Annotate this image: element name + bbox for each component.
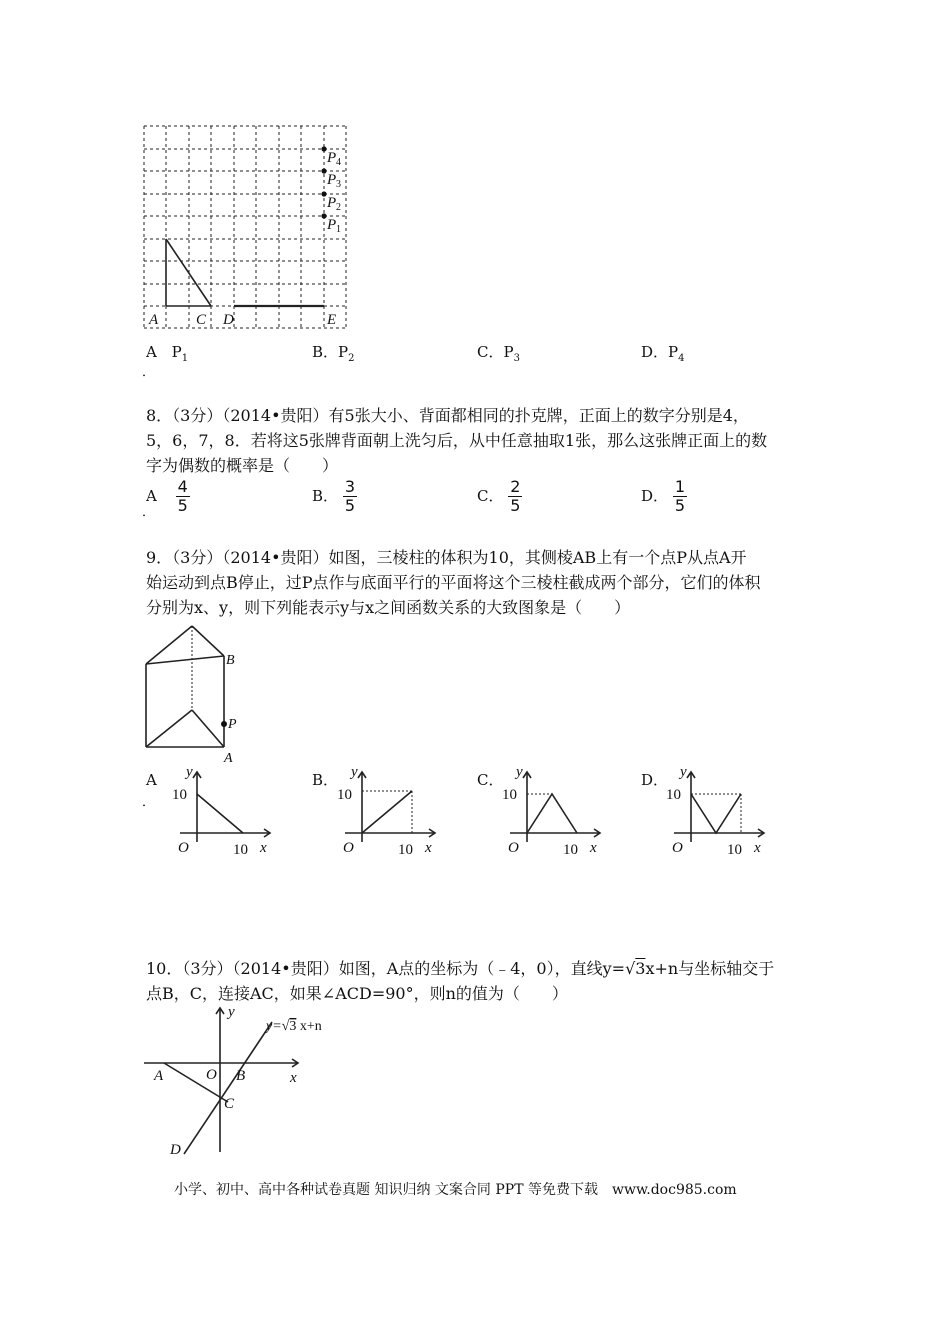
sub-1: 1 <box>336 224 341 235</box>
sub-3: 3 <box>336 179 341 190</box>
y-label: y <box>680 764 687 780</box>
q9-line-2: 始运动到点B停止，过P点作与底面平行的平面将这个三棱柱截成两个部分，它们的体积 <box>146 573 761 592</box>
label-P3: P <box>327 172 337 188</box>
fraction <box>673 478 687 515</box>
q10-line-1 <box>146 956 774 981</box>
q9-option-d-letter[interactable]: D． <box>641 771 669 789</box>
fraction <box>508 478 522 515</box>
q8-option-b[interactable] <box>312 478 357 515</box>
y-tick-10: 10 <box>666 787 681 803</box>
y-tick-10: 10 <box>337 787 352 803</box>
label-E: E <box>327 312 337 328</box>
y-label: y <box>228 1004 235 1020</box>
q7-option-d[interactable] <box>641 340 685 371</box>
option-text: P <box>171 343 182 361</box>
label-A: A <box>154 1068 164 1084</box>
origin-label: O <box>672 840 683 856</box>
option-sub: 2 <box>348 353 355 364</box>
label-P1: P <box>327 217 337 233</box>
q10-coordinate-figure <box>140 1002 350 1162</box>
option-text: P <box>668 343 679 361</box>
q9-line-1: 9．（3分）（2014•贵阳）如图，三棱柱的体积为10，其侧棱AB上有一个点P从点A开 <box>146 548 747 567</box>
q9-option-a-dot: ． <box>142 795 156 810</box>
option-letter: A <box>146 343 157 361</box>
origin-label: O <box>178 840 189 856</box>
label-P4: P <box>327 150 337 166</box>
sub-4: 4 <box>336 157 341 168</box>
q9-option-a-letter[interactable]: A <box>146 771 157 789</box>
x-label: x <box>290 1070 297 1086</box>
option-letter: C． <box>477 487 504 505</box>
q9-option-a-graph[interactable] <box>170 762 280 858</box>
sqrt-symbol: √ <box>625 959 636 978</box>
q9-option-d-graph[interactable] <box>664 762 774 858</box>
fraction <box>343 478 357 515</box>
line-equation: y=√3 x+n <box>266 1019 322 1034</box>
x-label: x <box>260 840 267 856</box>
q9-prism-figure <box>140 620 250 768</box>
label-C: C <box>224 1096 235 1112</box>
option-letter: A <box>146 487 157 505</box>
q8-line-1: 8．（3分）（2014•贵阳）有5张大小、背面都相同的扑克牌，正面上的数字分别是4， <box>146 406 749 425</box>
q7-option-c[interactable] <box>477 340 520 371</box>
label-A: A <box>224 751 233 766</box>
numerator: 4 <box>177 477 188 496</box>
q8-option-d[interactable] <box>641 478 687 515</box>
fraction <box>176 478 190 515</box>
origin-label: O <box>343 840 354 856</box>
label-O: O <box>206 1067 217 1083</box>
option-letter: D． <box>641 343 669 361</box>
q7-option-b[interactable] <box>312 340 355 371</box>
q8-line-3: 字为偶数的概率是（ ） <box>146 456 339 475</box>
q7-grid-figure <box>140 122 352 332</box>
sub-2: 2 <box>336 202 341 213</box>
q10-line-2: 点B，C，连接AC，如果∠ACD=90°，则n的值为（ ） <box>146 984 568 1003</box>
option-text: P <box>338 343 349 361</box>
label-A: A <box>149 312 159 328</box>
y-label: y <box>186 764 193 780</box>
q8-option-a-dot: ． <box>142 505 156 520</box>
option-letter: D． <box>641 487 669 505</box>
label-D: D <box>170 1142 181 1158</box>
y-tick-10: 10 <box>502 787 517 803</box>
x-label: x <box>754 840 761 856</box>
option-sub: 4 <box>678 353 685 364</box>
q10-line-1-end: x+n与坐标轴交于 <box>645 959 775 978</box>
label-B: B <box>226 653 235 668</box>
denominator: 5 <box>344 496 355 515</box>
q7-option-a-dot: ． <box>142 365 156 380</box>
denominator: 5 <box>510 496 521 515</box>
label-D: D <box>223 312 234 328</box>
option-sub: 1 <box>181 353 189 364</box>
option-sub: 3 <box>513 353 520 364</box>
y-tick-10: 10 <box>172 787 187 803</box>
x-tick-10: 10 <box>563 842 578 858</box>
x-tick-10: 10 <box>727 842 742 858</box>
label-P: P <box>228 717 237 732</box>
denominator: 5 <box>177 496 188 515</box>
option-letter: B． <box>312 343 339 361</box>
x-label: x <box>590 840 597 856</box>
x-tick-10: 10 <box>398 842 413 858</box>
q8-option-c[interactable] <box>477 478 522 515</box>
q9-line-3: 分别为x、y，则下列能表示y与x之间函数关系的大致图象是（ ） <box>146 598 631 617</box>
option-text: P <box>503 343 514 361</box>
numerator: 1 <box>674 477 685 496</box>
q9-option-b-letter[interactable]: B． <box>312 771 339 789</box>
q10-line-1-start: 10．（3分）（2014•贵阳）如图，A点的坐标为（﹣4，0），直线y= <box>146 959 626 978</box>
q8-line-2: 5，6，7，8．若将这5张牌背面朝上洗匀后，从中任意抽取1张，那么这张牌正面上的数 <box>146 431 768 450</box>
denominator: 5 <box>674 496 685 515</box>
sqrt-radicand: 3 <box>635 959 646 978</box>
label-P2: P <box>327 195 337 211</box>
option-letter: B． <box>312 487 339 505</box>
q9-option-c-letter[interactable]: C． <box>477 771 504 789</box>
y-label: y <box>351 764 358 780</box>
origin-label: O <box>508 840 519 856</box>
page-footer: 小学、初中、高中各种试卷真题 知识归纳 文案合同 PPT 等免费下载 www.doc985.com <box>174 1182 737 1198</box>
option-letter: C． <box>477 343 504 361</box>
q9-option-c-graph[interactable] <box>500 762 610 858</box>
numerator: 3 <box>344 477 355 496</box>
numerator: 2 <box>510 477 521 496</box>
y-label: y <box>516 764 523 780</box>
label-C: C <box>196 312 207 328</box>
x-label: x <box>425 840 432 856</box>
x-tick-10: 10 <box>233 842 248 858</box>
q9-option-b-graph[interactable] <box>335 762 445 858</box>
label-B: B <box>236 1068 246 1084</box>
